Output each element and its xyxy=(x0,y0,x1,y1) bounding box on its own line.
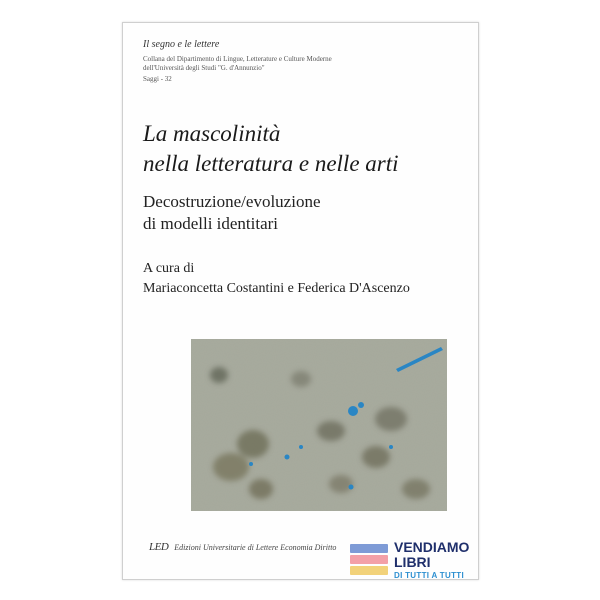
badge-stripe xyxy=(350,544,388,553)
book-title-line: nella letteratura e nelle arti xyxy=(143,151,399,176)
editors-names: Mariaconcetta Costantini e Federica D'Ascenzo xyxy=(143,281,410,296)
book-title xyxy=(143,119,399,179)
book-cover xyxy=(122,22,479,580)
publisher-logo: LED xyxy=(149,541,169,553)
series-number: Saggi - 32 xyxy=(143,75,172,83)
editors-block xyxy=(143,259,410,299)
book-title-line: La mascolinità xyxy=(143,121,281,146)
editors-label: A cura di xyxy=(143,261,195,276)
cover-artwork xyxy=(191,339,447,511)
publisher-name: Edizioni Universitarie di Lettere Economia Diritto xyxy=(174,542,337,552)
badge-line1: VENDIAMO xyxy=(394,539,470,555)
series-title: Il segno e le lettere xyxy=(143,39,220,50)
badge-tagline: DI TUTTI A TUTTI xyxy=(394,571,464,580)
badge-stripe xyxy=(350,555,388,564)
series-line: dell'Università degli Studi "G. d'Annunzio" xyxy=(143,64,265,72)
book-subtitle-line: Decostruzione/evoluzione xyxy=(143,192,321,211)
badge-text xyxy=(394,540,469,580)
vendiamo-libri-badge xyxy=(350,538,480,588)
badge-stripe xyxy=(350,566,388,575)
publisher-imprint xyxy=(149,541,336,553)
series-line: Collana del Dipartimento di Lingue, Letterature e Culture Moderne xyxy=(143,55,332,63)
book-subtitle xyxy=(143,191,321,235)
badge-stripes-icon xyxy=(350,544,388,577)
book-subtitle-line: di modelli identitari xyxy=(143,214,279,233)
badge-line2: LIBRI xyxy=(394,554,431,570)
